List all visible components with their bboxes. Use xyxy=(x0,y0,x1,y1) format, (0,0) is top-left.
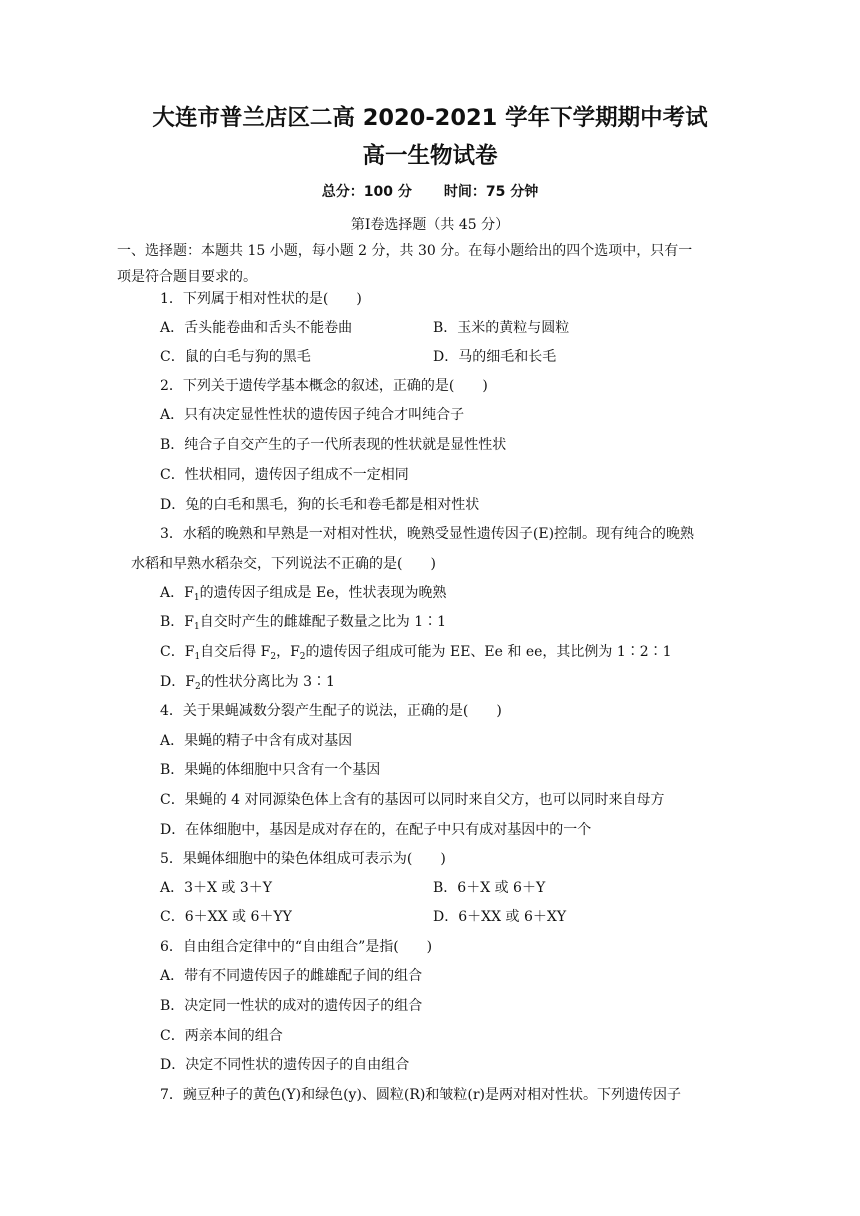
exam-meta xyxy=(0,182,860,202)
question-2-option-a: A．只有决定显性性状的遗传因子纯合才叫纯合子 xyxy=(160,407,465,423)
exam-title: 大连市普兰店区二高 2020-2021 学年下学期期中考试 xyxy=(152,105,708,131)
question-1-option-b: B．玉米的黄粒与圆粒 xyxy=(433,320,570,336)
question-1-option-a: A．舌头能卷曲和舌头不能卷曲 xyxy=(160,320,353,336)
question-4-option-d: D．在体细胞中，基因是成对存在的，在配子中只有成对基因中的一个 xyxy=(160,822,592,838)
question-1-option-c: C．鼠的白毛与狗的黑毛 xyxy=(160,349,311,365)
exam-subtitle: 高一生物试卷 xyxy=(362,143,498,169)
question-2-option-c: C．性状相同，遗传因子组成不一定相同 xyxy=(160,467,409,483)
question-3-stem-line-1: 3．水稻的晚熟和早熟是一对相对性状，晚熟受显性遗传因子(E)控制。现有纯合的晚熟 xyxy=(160,526,695,542)
section-title: 第Ⅰ卷选择题（共 45 分） xyxy=(350,217,510,233)
question-6-option-d: D．决定不同性状的遗传因子的自由组合 xyxy=(160,1057,410,1073)
question-2-stem: 2．下列关于遗传学基本概念的叙述，正确的是( ) xyxy=(160,378,488,394)
instructions-line-2: 项是符合题目要求的。 xyxy=(117,269,257,285)
question-5-option-a: A．3＋X 或 3＋Y xyxy=(160,880,273,896)
instructions-line-1: 一、选择题：本题共 15 小题，每小题 2 分，共 30 分。在每小题给出的四个选项中，只有一 xyxy=(117,243,693,259)
question-6-stem: 6．自由组合定律中的“自由组合”是指( ) xyxy=(160,939,433,955)
exam-time: 时间：75 分钟 xyxy=(443,184,539,200)
question-6-option-a: A．带有不同遗传因子的雌雄配子间的组合 xyxy=(160,968,423,984)
question-6-option-c: C．两亲本间的组合 xyxy=(160,1028,283,1044)
question-2-option-d: D．兔的白毛和黑毛，狗的长毛和卷毛都是相对性状 xyxy=(160,497,480,513)
question-1-stem: 1．下列属于相对性状的是( ) xyxy=(160,291,362,307)
question-1-option-d: D．马的细毛和长毛 xyxy=(433,349,557,365)
question-4-option-a: A．果蝇的精子中含有成对基因 xyxy=(160,733,353,749)
total-score: 总分：100 分 xyxy=(321,184,412,200)
question-3-option-b: B．$F_1$自交时产生的雌雄配子数量之比为 1∶1 xyxy=(160,614,447,632)
question-6-option-b: B．决定同一性状的成对的遗传因子的组合 xyxy=(160,998,423,1014)
question-3-stem-line-2: 水稻和早熟水稻杂交，下列说法不正确的是( ) xyxy=(131,556,436,572)
question-3-option-d: D．$F_2$的性状分离比为 3∶1 xyxy=(160,674,335,692)
question-5-option-b: B．6＋X 或 6＋Y xyxy=(433,880,546,896)
question-3-option-c: C．$F_1$自交后得 $F_2$，$F_2$的遗传因子组成可能为 EE、Ee 和 ee，其比例为 1∶2∶1 xyxy=(160,644,672,662)
question-4-option-b: B．果蝇的体细胞中只含有一个基因 xyxy=(160,762,381,778)
question-4-stem: 4．关于果蝇减数分裂产生配子的说法，正确的是( ) xyxy=(160,703,502,719)
question-5-option-d: D．6＋XX 或 6＋XY xyxy=(433,909,567,925)
question-3-option-a: A．$F_1$的遗传因子组成是 Ee，性状表现为晚熟 xyxy=(160,585,447,603)
question-5-option-c: C．6＋XX 或 6＋YY xyxy=(160,909,292,925)
question-4-option-c: C．果蝇的 4 对同源染色体上含有的基因可以同时来自父方，也可以同时来自母方 xyxy=(160,792,665,808)
question-7-stem: 7．豌豆种子的黄色(Y)和绿色(y)、圆粒(R)和皱粒(r)是两对相对性状。下列遗传因子 xyxy=(160,1087,681,1103)
question-2-option-b: B．纯合子自交产生的子一代所表现的性状就是显性性状 xyxy=(160,437,507,453)
question-5-stem: 5．果蝇体细胞中的染色体组成可表示为( ) xyxy=(160,851,446,867)
